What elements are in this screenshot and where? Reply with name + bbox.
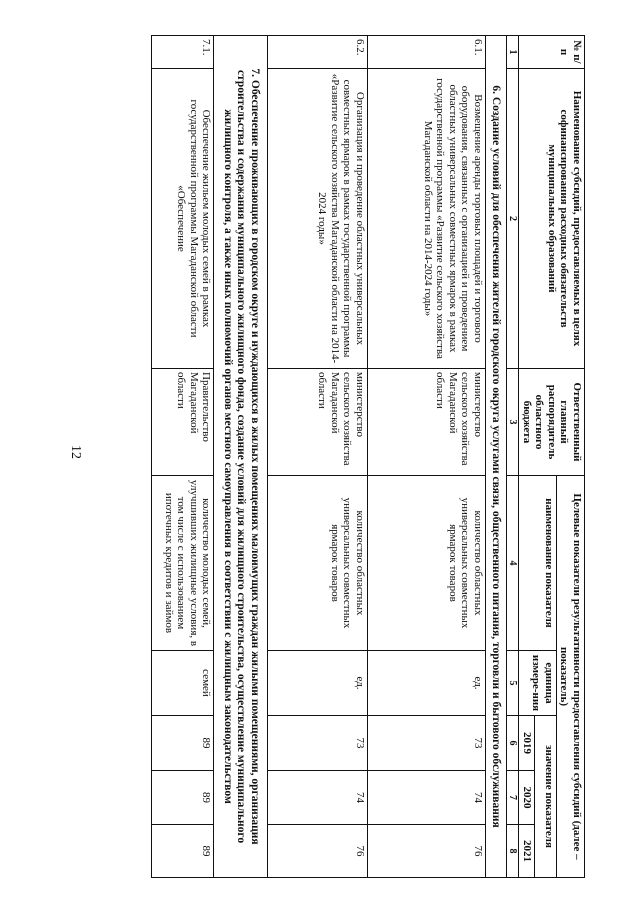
section-6-title: 6. Создание условий для обеспечения жителей городского округа услугами связи, общественного питания, торговли и бытового обслуживания: [486, 36, 508, 878]
col-header-targets-group: Целевые показатели результативности предоставления субсидий (далее – показатель): [557, 476, 585, 878]
col-header-year-2020: 2020: [519, 771, 535, 825]
indicator-name: количество молодых семей, улучшивших жилищные условия, в том числе с использованием ипотечных кредитов и займов: [152, 476, 214, 651]
value-2021: 76: [268, 825, 368, 878]
value-2021: 89: [152, 825, 214, 878]
col-header-year-2019: 2019: [519, 716, 535, 771]
col-header-unit: единица измере-ния: [519, 651, 557, 716]
column-number: 3: [507, 369, 519, 476]
value-2021: 76: [368, 825, 486, 878]
page-number: 12: [68, 445, 83, 459]
col-header-subsidy-name: Наименование субсидий, предоставляемых в целях софинансирования расходных обязательств муниципальных образований: [519, 69, 585, 369]
col-header-num: № п/п: [519, 36, 585, 69]
indicator-name: количество областных универсальных совместных ярмарок товаров: [268, 476, 368, 651]
value-2019: 89: [152, 716, 214, 771]
column-number: 1: [507, 36, 519, 69]
responsible-body: Правительство Магаданской области: [152, 369, 214, 476]
column-number: 7: [507, 771, 519, 825]
value-2020: 74: [268, 771, 368, 825]
subsidy-name: Организация и проведение областных универсальных совместных ярмарок в рамках государственной программы «Развитие сельского хозяйства Магаданской области на 2014-2024 годы»: [268, 69, 368, 369]
indicator-name: количество областных универсальных совместных ярмарок товаров: [368, 476, 486, 651]
value-2019: 73: [268, 716, 368, 771]
column-number: 5: [507, 651, 519, 716]
section-6-row: [486, 36, 508, 878]
subsidy-name: Возмещение аренды торговых площадей и торгового оборудования, связанных с организацией и проведением областных универсальных совместных ярмарок в рамках государственной программы «Развитие сельского хозяйства Магаданской области на 2014-2024 годы»: [368, 69, 486, 369]
unit: ед.: [268, 651, 368, 716]
table-row: [368, 36, 486, 878]
column-number: 4: [507, 476, 519, 651]
row-number: 7.1.: [152, 36, 214, 69]
table-row: [268, 36, 368, 878]
column-number-row: [507, 36, 519, 878]
unit: семей: [152, 651, 214, 716]
col-header-indicator-name: наименование показателя: [519, 476, 557, 651]
value-2020: 89: [152, 771, 214, 825]
header-row-1: [557, 36, 585, 878]
responsible-body: министерство сельского хозяйства Магаданской области: [368, 369, 486, 476]
value-2020: 74: [368, 771, 486, 825]
section-7-title: 7. Обеспечение проживающих в городском округе и нуждающихся в жилых помещениях малоимущих граждан жилыми помещениями, организация строительства и содержания муниципального жилищного фонда, создание условий для жилищного строительства, осуществление муниципального жилищного контроля, а также иных полномочий органов местного самоуправления в соответствии с жилищным законодательством: [214, 36, 268, 878]
col-header-year-2021: 2021: [519, 825, 535, 878]
row-number: 6.1.: [368, 36, 486, 69]
section-7-row: [214, 36, 268, 878]
column-number: 2: [507, 69, 519, 369]
column-number: 8: [507, 825, 519, 878]
column-number: 6: [507, 716, 519, 771]
value-2019: 73: [368, 716, 486, 771]
col-header-responsible: Ответственный главный распорядитель областного бюджета: [519, 369, 585, 476]
unit: ед.: [368, 651, 486, 716]
responsible-body: министерство сельского хозяйства Магаданской области: [268, 369, 368, 476]
table-row: [152, 36, 214, 878]
subsidy-table-sheet: [113, 35, 585, 877]
col-header-value-group: значение показателя: [535, 716, 557, 878]
subsidy-name: Обеспечение жильем молодых семей в рамках государственной программы Магаданской области «Обеспечение: [152, 69, 214, 369]
subsidy-table: [152, 35, 586, 878]
row-number: 6.2.: [268, 36, 368, 69]
